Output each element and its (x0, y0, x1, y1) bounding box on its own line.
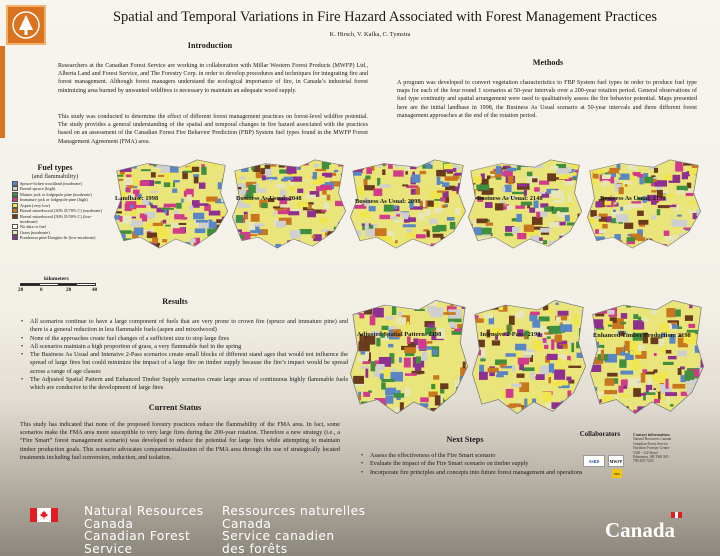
legend-label: Boreal mixedwood (50% D/50% C) (low-moderate) (20, 213, 93, 224)
legend-item (12, 224, 104, 229)
footer-cfs-en (84, 530, 190, 555)
fuel-map-graphic (466, 158, 584, 250)
legend-swatch (12, 235, 18, 240)
mwfp-logo-text: MWFP (609, 458, 623, 464)
current-status-paragraph: This study has indicated that none of the proposed forestry practices reduce the flammability of the FMA area. In fact, some scenarios make the FMA area more susceptible to very large fires during the 200-year rotation. Therefore a new strategy (i.e., a “Fire Smart” forest management scenario) was developed to reduce the potential for large fires while attempting to maintain timber production goals. This scenario advocates compartmentalization of the FMA area through the use of strategically located treatments including fuel conversion, reduction, and isolation. (20, 422, 340, 461)
footer-nrcan-fr (222, 505, 366, 530)
contact-line: 5320 - 122 Street (633, 450, 658, 455)
left-accent-bar (0, 46, 5, 138)
legend-label: Aspen (very low) (20, 202, 51, 208)
legend-swatch (12, 181, 18, 186)
legend-swatch (12, 203, 18, 208)
canada-wordmark: Canada (605, 518, 676, 542)
fuel-map-graphic (230, 158, 348, 250)
legend-swatch (12, 192, 18, 197)
results-item: • All scenarios continue to have a large component of fuels that are very prone to crown fire (spruce and immature pine) and there is a general reduction in less flammable fuels (aspen and mixedwood) (20, 318, 348, 335)
legend-item (12, 181, 104, 186)
cfs-fr-line1: Service canadien (222, 529, 335, 543)
legend-item (12, 214, 104, 224)
next-steps-list (360, 452, 590, 477)
results-item: • None of the approaches create fuel changes of a sufficient size to stop large fires (20, 335, 348, 343)
fuel-map (470, 298, 588, 416)
results-item: • The Adjusted Spatial Pattern and Enhanced Timber Supply scenarios create large areas of continuous highly flammable fuels which are conducive to the development of large fires (20, 376, 348, 393)
current-status-heading: Current Status (148, 403, 202, 412)
results-item: • All scenarios maintain a high proportion of grass, a very flammable fuel in the spring (20, 343, 348, 351)
authors: K. Hirsch, V. Kafka, C. Tymstra (329, 31, 411, 38)
legend-label: No data or fuel (20, 224, 46, 230)
map-label: Business As Usual: 2098 (355, 198, 421, 205)
results-list (20, 318, 348, 393)
fuel-map (588, 298, 706, 416)
asrd-logo (583, 455, 605, 467)
legend-item (12, 192, 104, 197)
next-steps-item: • Assess the effectiveness of the Fire Smart scenario (360, 452, 590, 460)
nrcan-fr-line2: Canada (222, 516, 272, 531)
collaborators-heading: Collaborators (579, 431, 621, 438)
fuel-map-graphic (112, 158, 230, 250)
fuel-map-graphic (585, 158, 703, 250)
legend-label: Grass (moderate) (20, 229, 50, 235)
fuel-map-graphic (588, 298, 706, 416)
tfc-logo (612, 469, 622, 478)
contact-line: Edmonton, AB T6H 3S5 (633, 455, 669, 460)
scale-bar (20, 283, 96, 286)
contact-line: Canadian Forest Service (633, 441, 669, 446)
mwfp-logo (608, 455, 624, 467)
legend-label: Immature jack or lodgepole pine (high) (20, 197, 88, 203)
legend-swatch (12, 186, 18, 191)
contact-line: Natural Resources Canada (633, 437, 672, 442)
contact-info (633, 433, 713, 464)
nrcan-fr-line1: Ressources naturelles (222, 504, 366, 518)
introduction-heading: Introduction (187, 41, 233, 50)
next-steps-heading: Next Steps (446, 435, 484, 444)
asrd-logo-text: ASRD (588, 458, 600, 464)
legend-item (12, 230, 104, 235)
cfs-fr-line2: des forêts (222, 541, 288, 556)
methods-heading: Methods (532, 58, 564, 67)
map-label: Enhanced Timber Production: 2198 (593, 332, 691, 339)
legend-item (12, 235, 104, 240)
fuel-map (112, 158, 230, 250)
legend-label: Boreal mixedwood (30% D/70% C) (moderate) (20, 208, 102, 214)
legend-swatch (12, 208, 18, 213)
map-label: Adjusted Spatial Pattern: 2198 (357, 331, 442, 338)
tfc-logo-text: TFC (614, 471, 620, 476)
legend-label: Mature jack or lodgepole pine (moderate) (20, 191, 92, 197)
maple-leaf-icon (39, 510, 49, 520)
footer-cfs-fr (222, 530, 335, 555)
scale-label: kilometers (44, 276, 69, 282)
introduction-paragraph-2: This study was conducted to determine the effect of different forest management practices on forest-level wildfire potential. The study provides a general understanding of the spatial and temporal changes in fire hazard associated with the practices based on an assessment of the Canadian Forest Fire Behavior Prediction (FBP) System fuel types found in the MWFP Forest Management Agreement (FMA) area. (58, 114, 368, 145)
nrcan-en-line1: Natural Resources (84, 504, 204, 518)
legend-label: Ponderosa pine-Douglas-fir (low-moderate) (20, 235, 96, 241)
footer-nrcan-en (84, 505, 204, 530)
tree-icon (11, 10, 41, 40)
map-label: Landbase: 1998 (115, 195, 159, 202)
scale-tick: 40 (92, 287, 98, 293)
fuel-map-graphic (348, 298, 470, 416)
results-heading: Results (162, 297, 188, 306)
fuel-type-legend (12, 181, 104, 241)
scale-tick: 20 (18, 287, 24, 293)
contact-line: Northern Forestry Centre (633, 446, 670, 451)
map-label: Business As Usual: 2048 (236, 195, 302, 202)
cfs-logo (6, 5, 46, 45)
legend-item (12, 208, 104, 213)
wordmark-flag-icon (671, 512, 682, 518)
legend-title: Fuel types (37, 163, 73, 172)
fuel-map-graphic (470, 298, 588, 416)
next-steps-item: • Incorporate fire principles and concepts into future forest management and operations (360, 469, 590, 477)
map-label: Business As Usual: 2198 (600, 195, 666, 202)
scale-tick: 20 (66, 287, 72, 293)
canada-flag-icon (30, 508, 58, 522)
next-steps-item: • Evaluate the impact of the Fire Smart scenario on timber supply (360, 460, 590, 468)
legend-item (12, 203, 104, 208)
cfs-en-line1: Canadian Forest (84, 529, 191, 543)
legend-item (12, 197, 104, 202)
nrcan-en-line2: Canada (84, 516, 134, 531)
legend-swatch (12, 214, 18, 219)
legend-label: Spruce-lichen woodland (moderate) (20, 181, 82, 186)
legend-item (12, 186, 104, 191)
legend-label: Boreal spruce (high) (20, 186, 56, 192)
contact-heading: Contact information: (633, 432, 671, 437)
fuel-map (585, 158, 703, 250)
legend-swatch (12, 224, 18, 229)
results-item: • The Business As Usual and Intensive 2-Pass scenarios create small blocks of different stand ages that would not influence the spread of large fires but could minimize the impact of a large fire on timber supply because the fire’s impact would be spread across a range of age classes (20, 351, 348, 376)
fuel-map (348, 298, 470, 416)
map-label: Business As Usual: 2148 (477, 195, 543, 202)
methods-paragraph: A program was developed to convert vegetation characteristics to FBP System fuel types in order to produce fuel type maps for each of the four round 1 scenarios at 50-year intervals over a 200-year rotation period. General observations of fuel type continuity and spatial arrangement were used to qualitatively assess the fire behavior potential. Maps presented here are the initial landbase in 1998, the Business As Usual scenario at 50-year intervals and three different forest management approaches at the end of the rotation period. (397, 80, 697, 119)
map-label: Intensive 2-Pass: 2198 (480, 331, 541, 338)
contact-line: 780-435-7210 (633, 459, 654, 464)
cfs-en-line2: Service (84, 541, 133, 556)
fuel-map (466, 158, 584, 250)
legend-subtitle: (and flammability) (31, 173, 79, 180)
fuel-map (230, 158, 348, 250)
introduction-paragraph-1: Researchers at the Canadian Forest Service are working in collaboration with Millar Western Forest Products (MWFP) Ltd., Alberta Land and Forest Service, and The Forestry Corp. in order to develop procedures and techniques for integrating fire and forest management. Although forest managers understand the ecological importance of fire, in Canada’s industrial forest minimizing area burned by unwanted wildfires is necessary to maintain an adequate wood supply. (58, 63, 368, 94)
legend-swatch (12, 197, 18, 202)
poster-title: Spatial and Temporal Variations in Fire Hazard Associated with Forest Management Practices (112, 9, 658, 25)
legend-swatch (12, 230, 18, 235)
scale-tick: 0 (40, 287, 43, 293)
